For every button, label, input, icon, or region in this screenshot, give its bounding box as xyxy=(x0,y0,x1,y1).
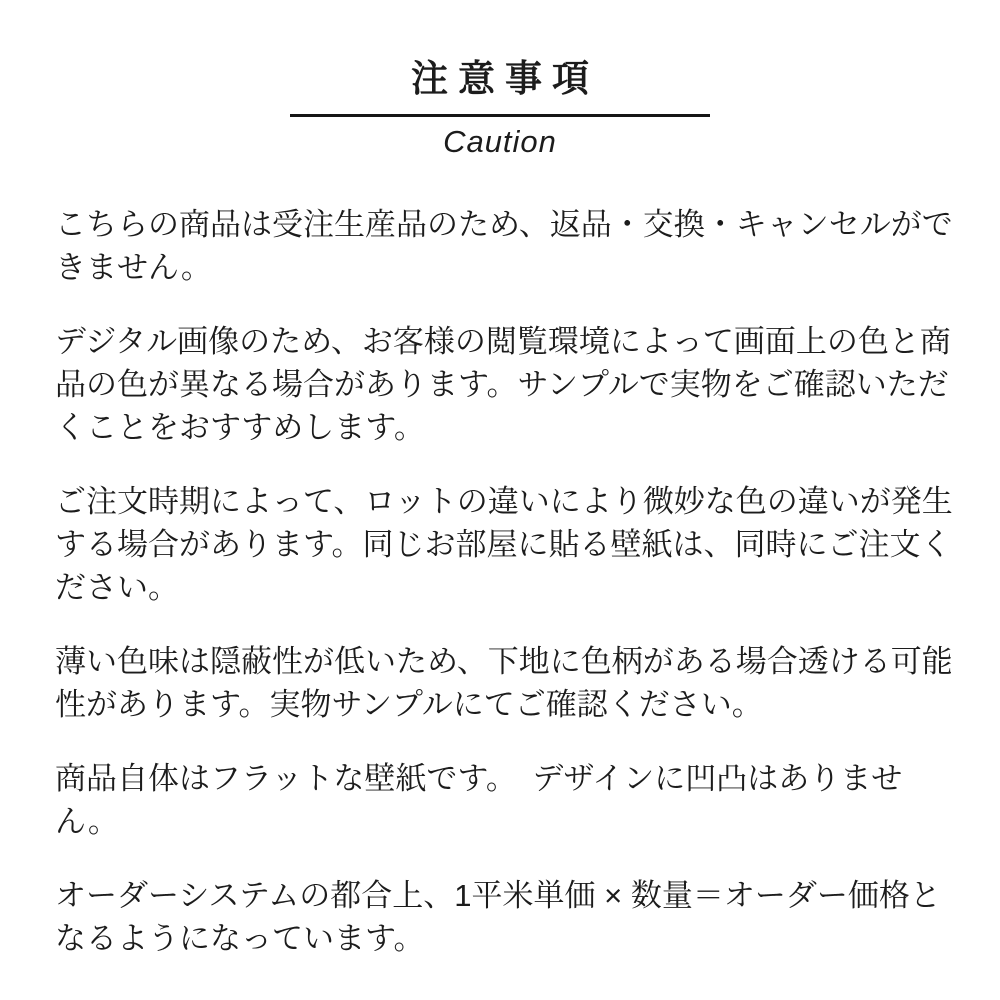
page-title: 注意事項 xyxy=(411,58,599,99)
list-item xyxy=(6,480,966,609)
list-item-text: 商品自体はフラットな壁紙です。 デザインに凹凸はありません。 xyxy=(55,761,903,840)
bullet-column xyxy=(6,640,55,683)
title-divider xyxy=(290,114,710,117)
list-item-text: デジタル画像のため、お客様の閲覧環境によって画面上の色と商品の色が異なる場合があります。サンプルで実物をご確認いただくことをおすすめします。 xyxy=(55,324,951,446)
list-item-text: 薄い色味は隠蔽性が低いため、下地に色柄がある場合透ける可能性があります。実物サンプルにてご確認ください。 xyxy=(55,644,953,723)
bullet-column xyxy=(6,320,55,363)
list-item xyxy=(6,640,966,726)
bullet-column xyxy=(6,757,55,800)
list-item xyxy=(6,757,966,843)
list-item xyxy=(6,320,966,449)
bullet-column xyxy=(6,874,55,917)
list-item-text: こちらの商品は受注生産品のため、返品・交換・キャンセルができません。 xyxy=(55,207,953,286)
caution-header xyxy=(0,0,1000,159)
list-item xyxy=(6,203,966,289)
list-item xyxy=(6,874,966,960)
caution-list xyxy=(0,203,966,960)
bullet-column xyxy=(6,480,55,523)
list-item-text: ご注文時期によって、ロットの違いにより微妙な色の違いが発生する場合があります。同じお部屋に貼る壁紙は、同時にご注文ください。 xyxy=(55,484,953,606)
list-item-text: オーダーシステムの都合上、1平米単価 × 数量＝オーダー価格となるようになっています。 xyxy=(55,878,941,957)
page-subtitle: Caution xyxy=(443,123,557,159)
bullet-column xyxy=(6,203,55,246)
